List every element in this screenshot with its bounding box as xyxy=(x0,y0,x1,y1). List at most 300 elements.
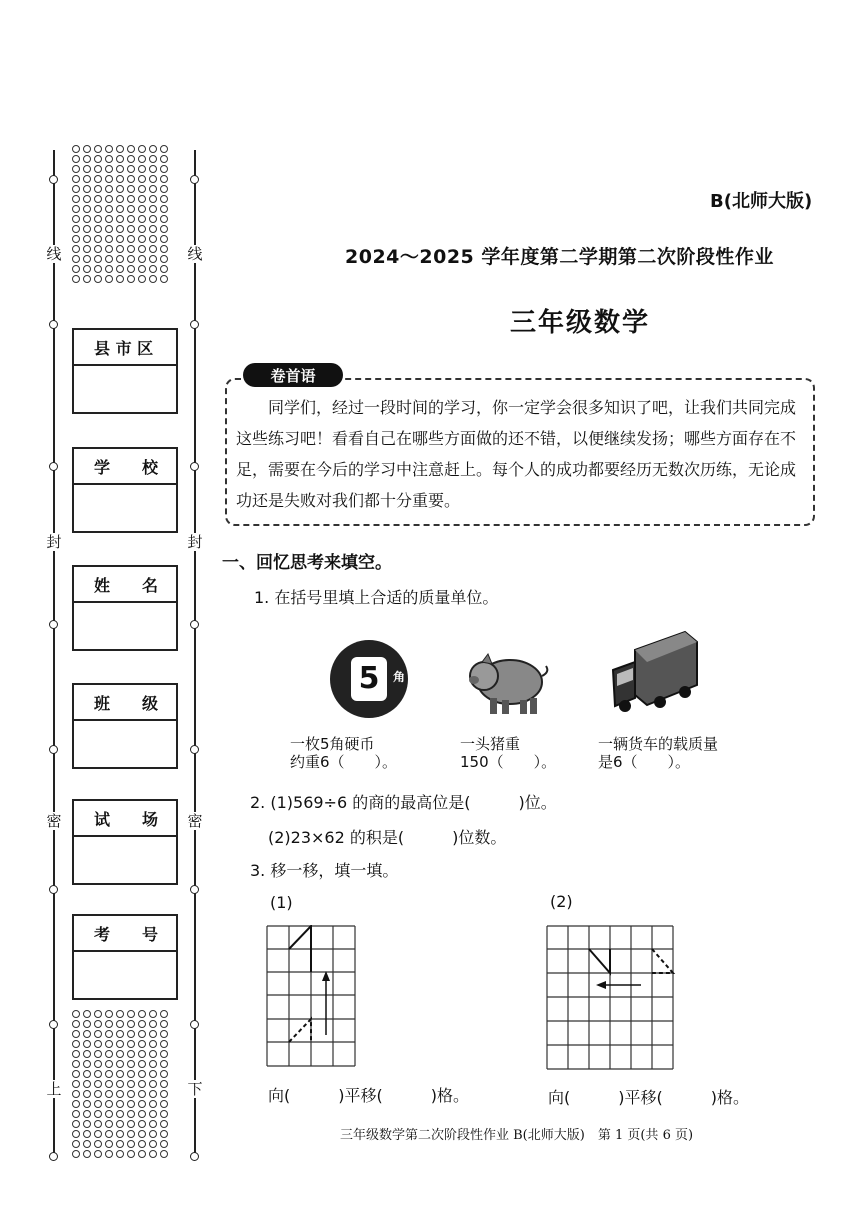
dot xyxy=(94,1020,102,1028)
coin-unit: 角 xyxy=(393,670,406,684)
dot xyxy=(116,195,124,203)
dot xyxy=(138,1070,146,1078)
question-2a: 2. (1)569÷6 的商的最高位是( )位。 xyxy=(250,793,557,812)
dot xyxy=(138,1090,146,1098)
dot xyxy=(105,1140,113,1148)
dot xyxy=(72,1070,80,1078)
dot xyxy=(127,1100,135,1108)
dot xyxy=(105,215,113,223)
dot xyxy=(149,195,157,203)
dot xyxy=(127,1150,135,1158)
dot xyxy=(149,155,157,163)
dot xyxy=(105,225,113,233)
dot xyxy=(83,235,91,243)
dot xyxy=(149,1080,157,1088)
binding-dot xyxy=(49,320,58,329)
dot xyxy=(149,275,157,283)
dot xyxy=(83,215,91,223)
dot xyxy=(83,1110,91,1118)
dot xyxy=(127,1020,135,1028)
dot xyxy=(72,1120,80,1128)
field-number-label: 考 号 xyxy=(74,916,176,952)
dot xyxy=(105,1150,113,1158)
dot xyxy=(94,165,102,173)
dot xyxy=(116,1100,124,1108)
dot xyxy=(94,245,102,253)
dot xyxy=(83,1080,91,1088)
binding-char-seal: 封 xyxy=(46,533,62,551)
binding-dot xyxy=(49,620,58,629)
dot xyxy=(127,255,135,263)
dot xyxy=(160,265,168,273)
dot xyxy=(72,1010,80,1018)
dot xyxy=(149,235,157,243)
dot xyxy=(94,175,102,183)
dot xyxy=(138,1020,146,1028)
dot xyxy=(72,225,80,233)
dot xyxy=(160,185,168,193)
dot xyxy=(72,205,80,213)
binding-dot xyxy=(49,745,58,754)
dot xyxy=(83,275,91,283)
dot xyxy=(72,235,80,243)
field-name-box[interactable] xyxy=(72,565,178,651)
dot xyxy=(116,1150,124,1158)
dot xyxy=(83,1090,91,1098)
dot xyxy=(105,1050,113,1058)
dot xyxy=(149,1050,157,1058)
dot xyxy=(83,245,91,253)
binding-dot xyxy=(190,745,199,754)
dot xyxy=(138,215,146,223)
dot xyxy=(149,145,157,153)
dot xyxy=(83,175,91,183)
dot xyxy=(138,275,146,283)
dot xyxy=(105,1130,113,1138)
dot-pattern-top xyxy=(72,145,168,283)
dot xyxy=(127,245,135,253)
dot xyxy=(160,1020,168,1028)
dot xyxy=(160,195,168,203)
dot xyxy=(149,1100,157,1108)
field-class-label: 班 级 xyxy=(74,685,176,721)
dot xyxy=(116,1130,124,1138)
dot xyxy=(116,1080,124,1088)
dot xyxy=(83,1150,91,1158)
dot xyxy=(94,145,102,153)
dot xyxy=(138,1040,146,1048)
dot xyxy=(138,235,146,243)
binding-char-secret: 密 xyxy=(187,812,203,830)
dot xyxy=(127,1060,135,1068)
dot xyxy=(105,1020,113,1028)
dot xyxy=(105,1120,113,1128)
dot xyxy=(83,225,91,233)
dot xyxy=(149,1140,157,1148)
dot xyxy=(94,1040,102,1048)
dot xyxy=(83,1010,91,1018)
dot xyxy=(116,245,124,253)
dot xyxy=(149,1130,157,1138)
dot xyxy=(149,1120,157,1128)
dot xyxy=(138,1080,146,1088)
dot xyxy=(94,1150,102,1158)
dot xyxy=(72,245,80,253)
item-coin-line1: 一枚5角硬币 xyxy=(290,735,375,753)
dot xyxy=(160,175,168,183)
binding-dot xyxy=(190,320,199,329)
dot xyxy=(105,235,113,243)
dot xyxy=(149,1010,157,1018)
dot xyxy=(94,215,102,223)
dot xyxy=(94,205,102,213)
dot xyxy=(105,1110,113,1118)
dot xyxy=(116,1040,124,1048)
dot xyxy=(83,1020,91,1028)
dot xyxy=(149,255,157,263)
field-room-label: 试 场 xyxy=(74,801,176,837)
dot xyxy=(160,205,168,213)
binding-dot xyxy=(49,175,58,184)
dot xyxy=(83,1050,91,1058)
grid-figure-2 xyxy=(546,925,676,1070)
dot xyxy=(138,255,146,263)
preface-text: 同学们，经过一段时间的学习，你一定学会很多知识了吧，让我们共同完成这些练习吧！看看自己在哪些方面做的还不错，以便继续发扬；哪些方面存在不足，需要在今后的学习中注意赶上。每个人的成功都要经历无数次历练，无论成功还是失败对我们都十分重要。 xyxy=(236,398,797,510)
field-school-label: 学 校 xyxy=(74,449,176,485)
dot xyxy=(105,1090,113,1098)
dot xyxy=(72,1140,80,1148)
dot xyxy=(83,165,91,173)
binding-dot xyxy=(49,1020,58,1029)
dot xyxy=(72,175,80,183)
dot xyxy=(116,275,124,283)
dot xyxy=(149,205,157,213)
dot xyxy=(160,225,168,233)
binding-char-down: 下 xyxy=(187,1080,203,1098)
binding-line-left xyxy=(53,150,55,1160)
dot xyxy=(138,245,146,253)
dot xyxy=(94,185,102,193)
dot xyxy=(116,1120,124,1128)
dot xyxy=(149,265,157,273)
dot xyxy=(138,195,146,203)
figure-2-label: (2) xyxy=(550,892,573,911)
binding-dot xyxy=(190,175,199,184)
dot xyxy=(127,175,135,183)
binding-dot xyxy=(190,620,199,629)
binding-dot xyxy=(190,1152,199,1161)
dot xyxy=(116,185,124,193)
dot xyxy=(138,155,146,163)
dot xyxy=(105,145,113,153)
dot xyxy=(116,1020,124,1028)
dot xyxy=(83,1040,91,1048)
dot xyxy=(127,275,135,283)
dot xyxy=(83,185,91,193)
dot xyxy=(94,1100,102,1108)
binding-dot xyxy=(190,462,199,471)
dot xyxy=(105,275,113,283)
dot xyxy=(160,1050,168,1058)
question-1: 1. 在括号里填上合适的质量单位。 xyxy=(254,588,499,607)
dot xyxy=(138,1100,146,1108)
dot xyxy=(116,1060,124,1068)
field-number-box[interactable] xyxy=(72,914,178,1000)
dot xyxy=(138,1130,146,1138)
dot xyxy=(105,185,113,193)
dot xyxy=(149,165,157,173)
dot xyxy=(138,175,146,183)
dot xyxy=(116,1140,124,1148)
dot xyxy=(105,1060,113,1068)
dot xyxy=(94,195,102,203)
binding-char-line: 线 xyxy=(46,245,62,263)
dot xyxy=(83,1060,91,1068)
dot xyxy=(138,1140,146,1148)
dot xyxy=(72,1100,80,1108)
dot xyxy=(83,1130,91,1138)
dot xyxy=(127,155,135,163)
dot xyxy=(160,1060,168,1068)
dot xyxy=(127,225,135,233)
dot xyxy=(94,1120,102,1128)
dot xyxy=(72,1040,80,1048)
page-footer: 三年级数学第二次阶段性作业 B(北师大版) 第 1 页(共 6 页) xyxy=(340,1128,694,1143)
dot xyxy=(83,1120,91,1128)
binding-line-right xyxy=(194,150,196,1160)
dot xyxy=(94,1110,102,1118)
item-pig-line1: 一头猪重 xyxy=(460,735,521,753)
dot xyxy=(94,275,102,283)
dot xyxy=(94,1140,102,1148)
dot xyxy=(127,1040,135,1048)
dot xyxy=(138,1060,146,1068)
dot xyxy=(160,235,168,243)
dot xyxy=(138,165,146,173)
dot xyxy=(138,185,146,193)
dot xyxy=(116,1050,124,1058)
dot xyxy=(127,185,135,193)
dot xyxy=(83,1030,91,1038)
question-3: 3. 移一移，填一填。 xyxy=(250,861,399,880)
dot xyxy=(83,195,91,203)
dot xyxy=(116,225,124,233)
dot xyxy=(149,1030,157,1038)
dot xyxy=(83,1140,91,1148)
dot xyxy=(138,1120,146,1128)
figure-1-label: (1) xyxy=(270,893,293,912)
dot xyxy=(127,1030,135,1038)
dot xyxy=(138,145,146,153)
answer-figure-2: 向( )平移( )格。 xyxy=(548,1088,749,1107)
dot xyxy=(160,1110,168,1118)
dot xyxy=(72,165,80,173)
dot xyxy=(127,1080,135,1088)
dot xyxy=(127,1050,135,1058)
dot xyxy=(160,1010,168,1018)
dot xyxy=(94,265,102,273)
dot xyxy=(116,265,124,273)
dot xyxy=(160,1150,168,1158)
dot xyxy=(149,245,157,253)
dot xyxy=(72,1130,80,1138)
dot xyxy=(160,245,168,253)
dot xyxy=(160,1100,168,1108)
dot xyxy=(149,225,157,233)
dot xyxy=(149,1060,157,1068)
dot xyxy=(72,1060,80,1068)
item-truck-line1: 一辆货车的载质量 xyxy=(598,735,719,753)
answer-figure-1: 向( )平移( )格。 xyxy=(268,1086,469,1105)
dot xyxy=(105,195,113,203)
dot xyxy=(72,185,80,193)
dot xyxy=(83,155,91,163)
dot xyxy=(149,185,157,193)
dot xyxy=(94,235,102,243)
item-coin-line2: 约重6（ ）。 xyxy=(290,753,398,771)
dot xyxy=(149,215,157,223)
dot xyxy=(138,1050,146,1058)
field-school-box[interactable] xyxy=(72,447,178,533)
dot xyxy=(149,1090,157,1098)
item-pig-line2: 150（ ）。 xyxy=(460,753,557,771)
dot xyxy=(127,165,135,173)
dot xyxy=(94,1130,102,1138)
dot xyxy=(138,1110,146,1118)
dot xyxy=(160,1140,168,1148)
binding-char-line: 线 xyxy=(187,245,203,263)
dot xyxy=(116,1090,124,1098)
dot xyxy=(127,235,135,243)
dot xyxy=(160,145,168,153)
field-county-label: 县 市 区 xyxy=(74,330,176,366)
coin-numeral: 5 xyxy=(358,661,380,696)
dot xyxy=(160,275,168,283)
dot xyxy=(160,165,168,173)
dot xyxy=(127,265,135,273)
preface-badge: 卷首语 xyxy=(243,363,343,387)
dot xyxy=(105,1010,113,1018)
dot xyxy=(94,1080,102,1088)
dot xyxy=(116,165,124,173)
dot xyxy=(160,215,168,223)
dot xyxy=(72,155,80,163)
dot xyxy=(72,1050,80,1058)
dot xyxy=(94,1070,102,1078)
dot xyxy=(72,195,80,203)
dot xyxy=(149,175,157,183)
dot xyxy=(116,1110,124,1118)
dot xyxy=(160,255,168,263)
dot xyxy=(127,1090,135,1098)
dot xyxy=(138,1030,146,1038)
grid-figure-1 xyxy=(266,925,356,1067)
dot xyxy=(94,1090,102,1098)
dot xyxy=(138,1010,146,1018)
dot xyxy=(105,255,113,263)
binding-dot xyxy=(49,462,58,471)
page-title: 2024～2025 学年度第二学期第二次阶段性作业 xyxy=(345,246,774,268)
dot xyxy=(105,165,113,173)
dot xyxy=(127,145,135,153)
dot xyxy=(72,145,80,153)
dot xyxy=(94,1030,102,1038)
dot xyxy=(127,215,135,223)
dot xyxy=(160,1080,168,1088)
dot xyxy=(116,1010,124,1018)
section-heading: 一、回忆思考来填空。 xyxy=(222,553,392,573)
dot xyxy=(83,265,91,273)
dot xyxy=(105,245,113,253)
binding-dot xyxy=(190,885,199,894)
dot xyxy=(127,1010,135,1018)
dot xyxy=(149,1110,157,1118)
dot xyxy=(94,1060,102,1068)
dot xyxy=(116,175,124,183)
dot xyxy=(72,215,80,223)
dot xyxy=(160,1070,168,1078)
dot xyxy=(138,225,146,233)
dot xyxy=(72,265,80,273)
binding-dot xyxy=(190,1020,199,1029)
dot xyxy=(116,205,124,213)
dot xyxy=(149,1070,157,1078)
dot xyxy=(127,1140,135,1148)
dot xyxy=(105,1080,113,1088)
dot xyxy=(160,1090,168,1098)
binding-char-seal: 封 xyxy=(187,533,203,551)
dot xyxy=(116,1070,124,1078)
dot xyxy=(160,155,168,163)
dot xyxy=(72,1150,80,1158)
dot xyxy=(72,275,80,283)
dot xyxy=(72,255,80,263)
dot xyxy=(83,255,91,263)
dot xyxy=(127,1130,135,1138)
field-class-box[interactable] xyxy=(72,683,178,769)
dot xyxy=(72,1030,80,1038)
dot xyxy=(94,255,102,263)
dot xyxy=(83,145,91,153)
binding-char-secret: 密 xyxy=(46,812,62,830)
dot xyxy=(94,1050,102,1058)
dot xyxy=(94,155,102,163)
dot xyxy=(105,1100,113,1108)
dot xyxy=(160,1030,168,1038)
dot xyxy=(94,225,102,233)
item-truck-line2: 是6（ ）。 xyxy=(598,753,691,771)
dot xyxy=(94,1010,102,1018)
dot-pattern-bottom xyxy=(72,1010,168,1158)
pig-image xyxy=(462,640,552,720)
dot xyxy=(127,195,135,203)
field-county-box[interactable] xyxy=(72,328,178,414)
dot xyxy=(127,1120,135,1128)
dot xyxy=(83,1100,91,1108)
field-room-box[interactable] xyxy=(72,799,178,885)
field-name-label: 姓 名 xyxy=(74,567,176,603)
dot xyxy=(105,1040,113,1048)
dot xyxy=(116,255,124,263)
subject-title: 三年级数学 xyxy=(510,308,651,338)
dot xyxy=(127,205,135,213)
dot xyxy=(105,265,113,273)
dot xyxy=(105,155,113,163)
binding-char-up: 上 xyxy=(46,1080,62,1098)
dot xyxy=(105,175,113,183)
question-2b: (2)23×62 的积是( )位数。 xyxy=(268,828,507,847)
dot xyxy=(149,1150,157,1158)
